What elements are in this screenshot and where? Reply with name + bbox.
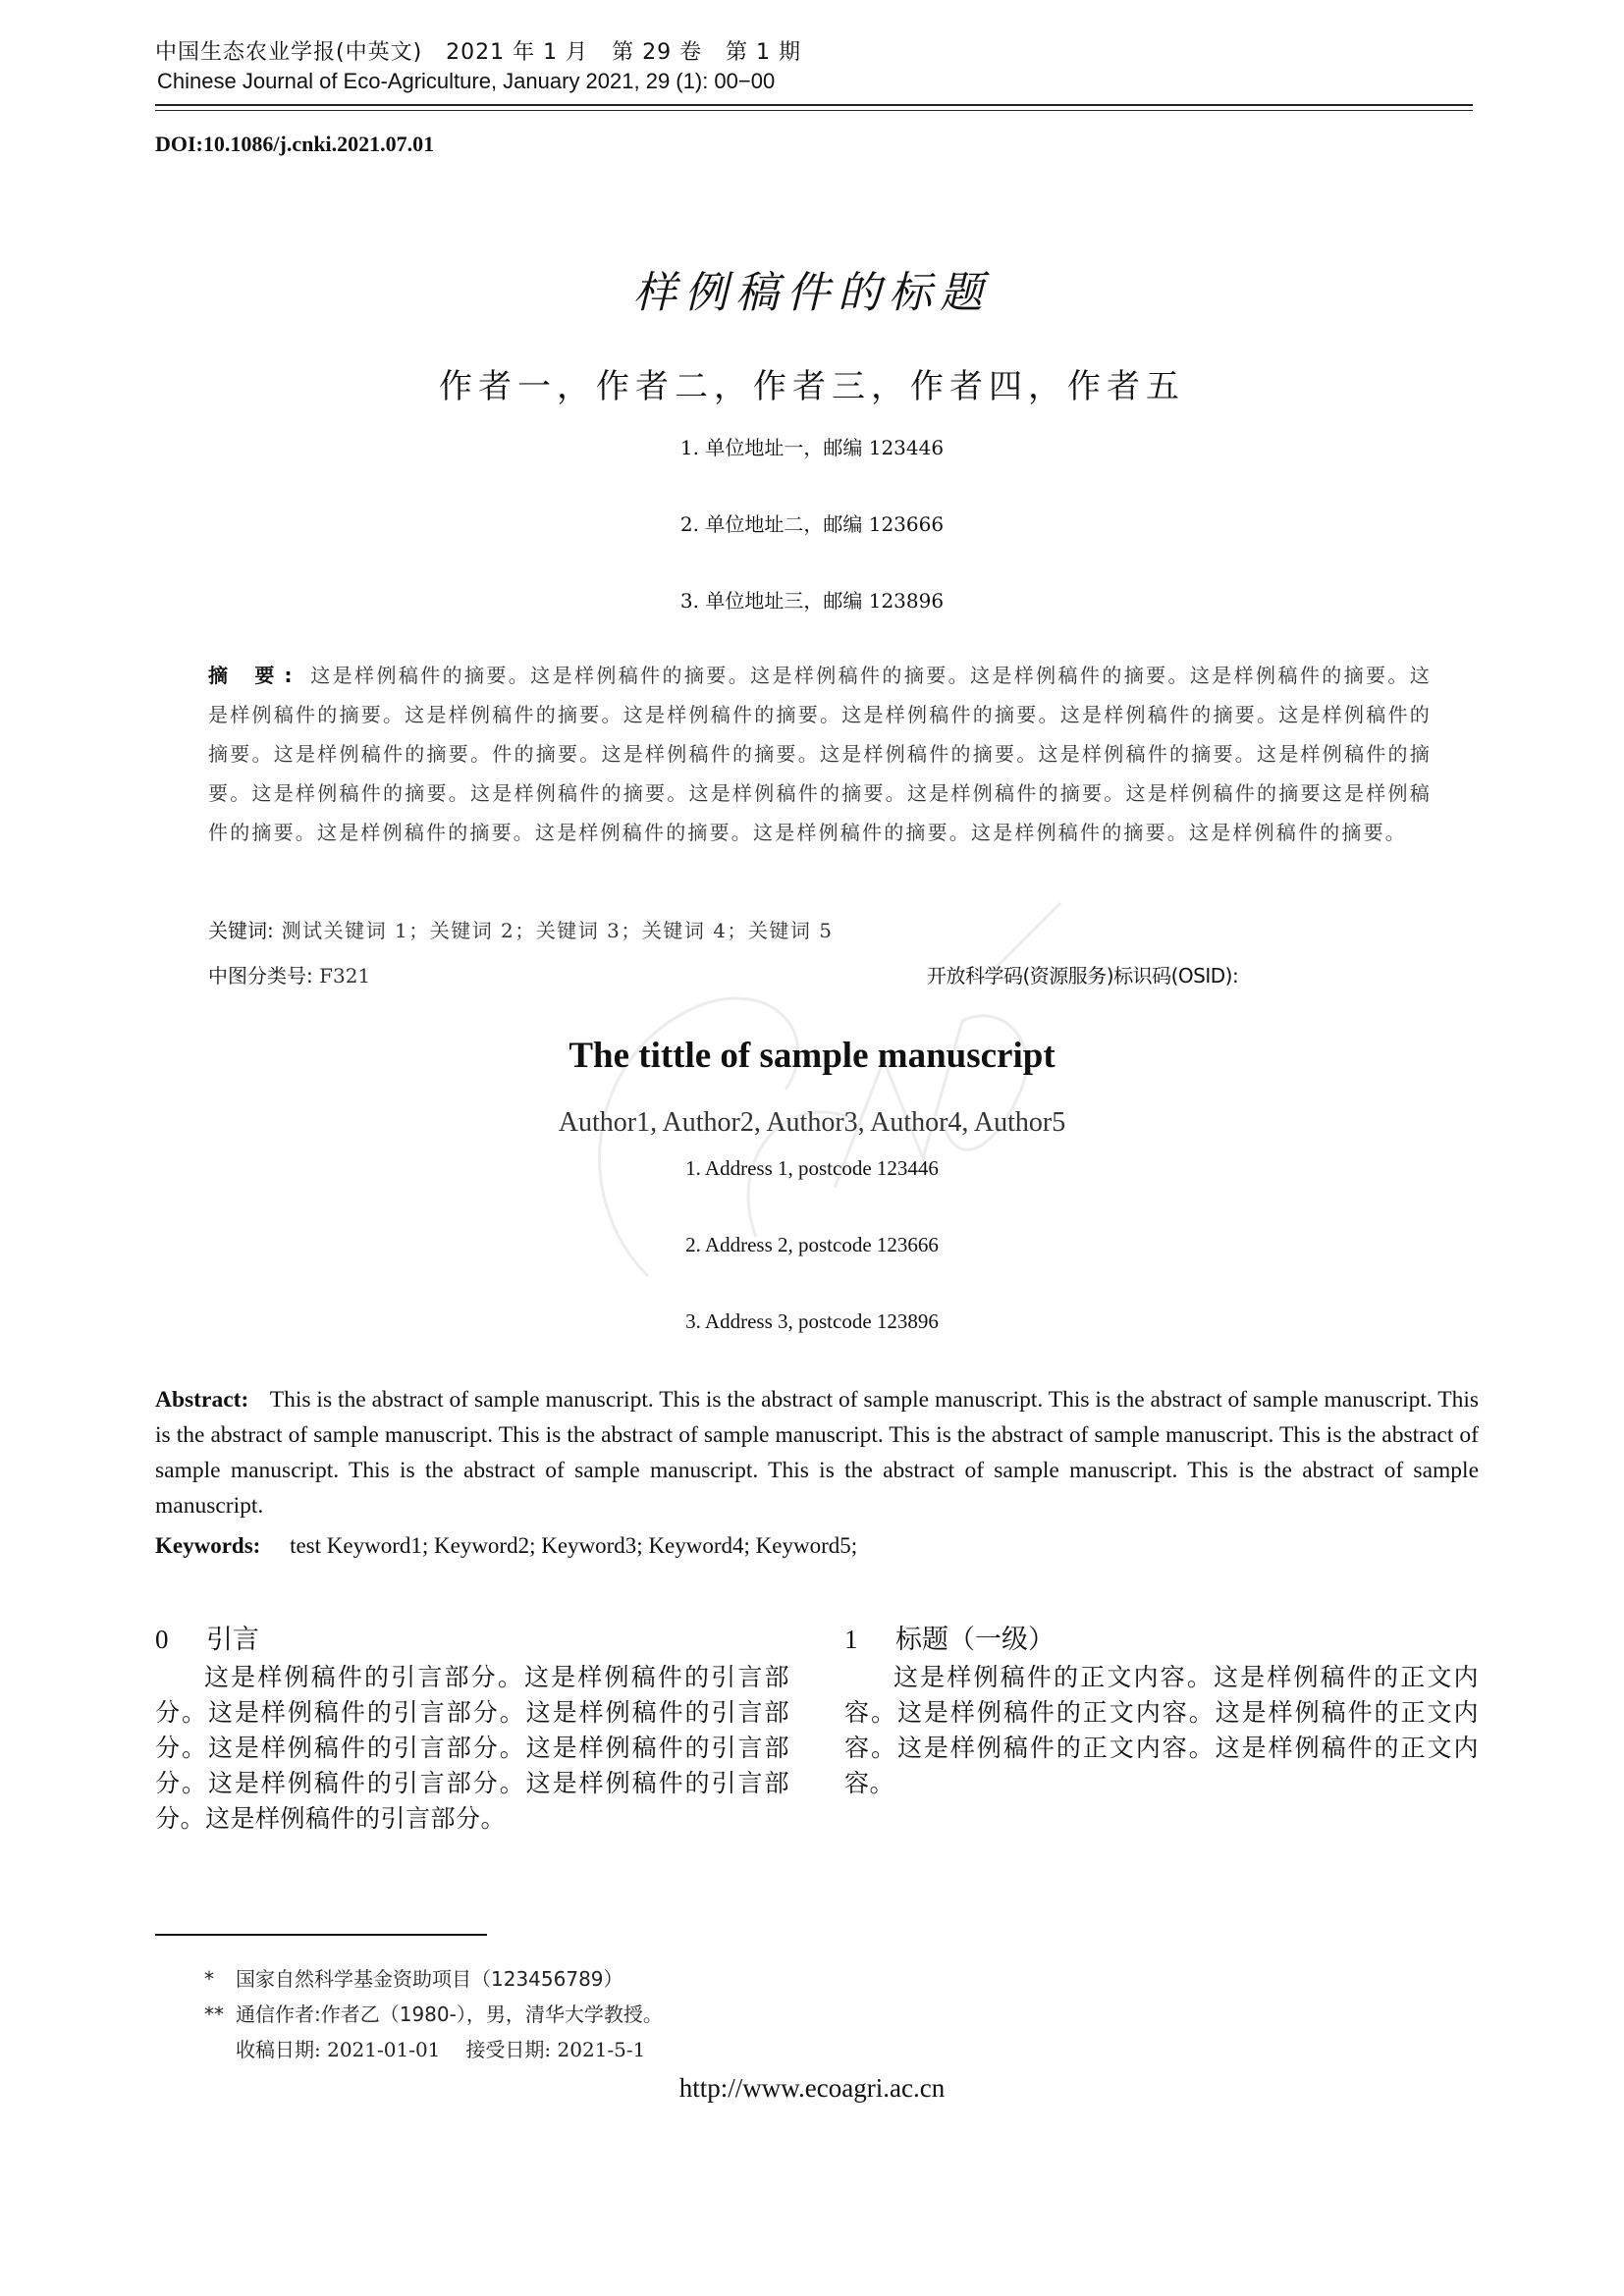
section-introduction: [155, 1618, 789, 1837]
journal-header-en: Chinese Journal of Eco-Agriculture, January 2021, 29 (1): 00−00: [157, 69, 776, 93]
osid-label: 开放科学码(资源服务)标识码(OSID):: [927, 964, 1239, 988]
keywords-en-text: test Keyword1; Keyword2; Keyword3; Keyword4; Keyword5;: [290, 1533, 858, 1558]
keywords-cn-label: 关键词:: [208, 919, 274, 942]
abstract-cn-text: 这是样例稿件的摘要。这是样例稿件的摘要。这是样例稿件的摘要。这是样例稿件的摘要。这是样例稿件的摘要。这是样例稿件的摘要。这是样例稿件的摘要。这是样例稿件的摘要。这是样例稿件的摘要。这是样例稿件的摘要。这是样例稿件的摘要。这是样例稿件的摘要。件的摘要。这是样例稿件的摘要。这是样例稿件的摘要。这是样例稿件的摘要。这是样例稿件的摘要。这是样例稿件的摘要。这是样例稿件的摘要。这是样例稿件的摘要。这是样例稿件的摘要。这是样例稿件的摘要这是样例稿件的摘要。这是样例稿件的摘要。这是样例稿件的摘要。这是样例稿件的摘要。这是样例稿件的摘要。这是样例稿件的摘要。: [208, 664, 1432, 844]
keywords-cn: [208, 915, 834, 943]
footnote-fund: [204, 1963, 623, 1992]
journal-url[interactable]: http://www.ecoagri.ac.cn: [678, 2073, 946, 2103]
header-rule-thick: [155, 104, 1473, 106]
footnote-mark: *: [204, 1967, 214, 1991]
section-heading: [155, 1618, 789, 1656]
clc-number: [208, 960, 370, 988]
abstract-cn-label: 摘 要:: [208, 664, 302, 687]
footnote-rule: [155, 1934, 487, 1936]
section-number: 1: [844, 1625, 858, 1654]
authors-cn: 作者一，作者二，作者三，作者四，作者五: [439, 367, 1185, 406]
footnote-mark: **: [204, 2002, 224, 2026]
journal-header-cn: 中国生态农业学报(中英文) 2021 年 1 月 第 29 卷 第 1 期: [155, 40, 802, 65]
abstract-en-text: This is the abstract of sample manuscript. This is the abstract of sample manuscript. This is the abstract of sample manuscript. This is the abstract of sample manuscript. This is the abstract of sample manuscript. This is the abstract of sample manuscript. This is the abstract of sample manuscript. This is the abstract of sample manuscript. This is the abstract of sample manuscript. This is the abstract of sample manuscript.: [155, 1387, 1479, 1519]
footnote-dates: [236, 2034, 645, 2062]
title-en: The tittle of sample manuscript: [568, 1036, 1056, 1076]
accepted-date: 接受日期: 2021-5-1: [465, 2038, 646, 2061]
section-body: 这是样例稿件的引言部分。这是样例稿件的引言部分。这是样例稿件的引言部分。这是样例稿件的引言部分。这是样例稿件的引言部分。这是样例稿件的引言部分。这是样例稿件的引言部分。这是样例稿件的引言部分。这是样例稿件的引言部分。: [155, 1663, 789, 1833]
received-date: 收稿日期: 2021-01-01: [236, 2038, 441, 2061]
abstract-en-label: Abstract:: [155, 1387, 249, 1413]
keywords-cn-text: 测试关键词 1；关键词 2；关键词 3；关键词 4；关键词 5: [281, 919, 834, 942]
section-title: 引言: [206, 1625, 259, 1655]
affiliation-cn-2: 2. 单位地址二，邮编 123666: [679, 512, 945, 536]
authors-en: Author1, Author2, Author3, Author4, Author5: [558, 1107, 1066, 1138]
keywords-en-label: Keywords:: [155, 1533, 261, 1558]
abstract-cn: [208, 656, 1432, 852]
section-number: 0: [155, 1625, 169, 1654]
doi: DOI:10.1086/j.cnki.2021.07.01: [155, 132, 435, 156]
header-rule-thin: [155, 110, 1473, 111]
section-heading: [844, 1618, 1479, 1656]
footnote-text: 通信作者:作者乙（1980-），男，清华大学教授。: [236, 2002, 663, 2026]
footnote-text: 国家自然科学基金资助项目（123456789）: [236, 1967, 623, 1991]
section-body: 这是样例稿件的正文内容。这是样例稿件的正文内容。这是样例稿件的正文内容。这是样例稿件的正文内容。这是样例稿件的正文内容。这是样例稿件的正文内容。: [844, 1663, 1479, 1797]
clc-label: 中图分类号:: [208, 964, 313, 988]
affiliation-en-3: 3. Address 3, postcode 123896: [685, 1309, 939, 1333]
affiliation-cn-1: 1. 单位地址一，邮编 123446: [679, 436, 945, 459]
title-cn: 样例稿件的标题: [633, 268, 991, 318]
affiliation-en-2: 2. Address 2, postcode 123666: [685, 1233, 939, 1256]
section-title: 标题（一级）: [895, 1625, 1055, 1655]
affiliation-cn-3: 3. 单位地址三，邮编 123896: [679, 589, 945, 613]
keywords-en: [155, 1533, 857, 1559]
affiliation-en-1: 1. Address 1, postcode 123446: [685, 1156, 939, 1180]
section-heading-level1: [844, 1618, 1479, 1801]
footnote-corresponding: [204, 1999, 663, 2027]
abstract-en: [155, 1382, 1479, 1523]
clc-value: F321: [319, 964, 371, 988]
